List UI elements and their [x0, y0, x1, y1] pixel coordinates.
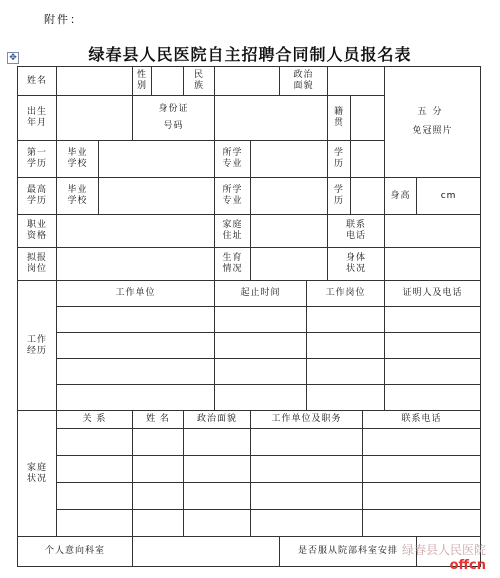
cell-period[interactable]	[215, 307, 307, 333]
cell-relation[interactable]	[57, 483, 133, 510]
label-qualification: 职业 资格	[18, 215, 57, 248]
field-degree-1[interactable]	[351, 141, 385, 178]
cell-relation[interactable]	[57, 456, 133, 483]
table-row	[18, 483, 481, 510]
cell-reference[interactable]	[385, 333, 481, 359]
header-relation: 关 系	[57, 411, 133, 429]
cell-member-work[interactable]	[251, 429, 363, 456]
cell-member-political[interactable]	[184, 483, 251, 510]
label-degree-1: 学 历	[328, 141, 351, 178]
registration-form-table	[17, 66, 481, 567]
label-id-card: 身份证 号码	[133, 96, 215, 141]
field-qualification[interactable]	[57, 215, 215, 248]
label-political: 政治 面貌	[280, 67, 328, 96]
header-position: 工作岗位	[307, 281, 385, 307]
cell-position[interactable]	[307, 385, 385, 411]
cell-member-phone[interactable]	[363, 456, 481, 483]
field-contact-phone[interactable]	[385, 215, 481, 248]
cell-position[interactable]	[307, 359, 385, 385]
cell-member-name[interactable]	[133, 456, 184, 483]
header-member-work: 工作单位及职务	[251, 411, 363, 429]
label-highest-degree: 最高 学历	[18, 178, 57, 215]
cell-member-phone[interactable]	[363, 483, 481, 510]
label-intended-post: 拟报 岗位	[18, 248, 57, 281]
label-graduate-school-1: 毕业 学校	[57, 141, 99, 178]
field-name[interactable]	[57, 67, 133, 96]
watermark	[402, 541, 486, 573]
label-graduate-school-2: 毕业 学校	[57, 178, 99, 215]
cell-period[interactable]	[215, 333, 307, 359]
header-member-name: 姓 名	[133, 411, 184, 429]
header-work-unit: 工作单位	[57, 281, 215, 307]
cell-relation[interactable]	[57, 510, 133, 537]
cell-work-unit[interactable]	[57, 333, 215, 359]
label-name: 姓名	[18, 67, 57, 96]
table-row	[18, 429, 481, 456]
field-id-card[interactable]	[215, 96, 328, 141]
cell-reference[interactable]	[385, 307, 481, 333]
photo-size-label: 五分	[417, 107, 448, 117]
attachment-label: 附件：	[44, 13, 83, 26]
field-birth[interactable]	[57, 96, 133, 141]
cell-member-name[interactable]	[133, 510, 184, 537]
cell-relation[interactable]	[57, 429, 133, 456]
cell-member-political[interactable]	[184, 429, 251, 456]
label-first-degree: 第一 学历	[18, 141, 57, 178]
table-row	[18, 456, 481, 483]
label-native-place: 籍 贯	[328, 96, 351, 141]
form-title: 绿春县人民医院自主招聘合同制人员报名表	[88, 45, 412, 64]
field-dept-intent[interactable]	[133, 537, 280, 567]
photo-box[interactable]	[385, 67, 481, 178]
label-fertility: 生育 情况	[215, 248, 251, 281]
label-major-1: 所学 专业	[215, 141, 251, 178]
cell-work-unit[interactable]	[57, 307, 215, 333]
header-member-political: 政治面貌	[184, 411, 251, 429]
cell-member-work[interactable]	[251, 483, 363, 510]
field-gender[interactable]	[152, 67, 184, 96]
field-major-2[interactable]	[251, 178, 328, 215]
cell-period[interactable]	[215, 385, 307, 411]
cell-member-phone[interactable]	[363, 510, 481, 537]
cell-reference[interactable]	[385, 359, 481, 385]
label-accept-assignment: 是否服从院部科室安排	[280, 537, 417, 567]
field-degree-2[interactable]	[351, 178, 385, 215]
header-reference: 证明人及电话	[385, 281, 481, 307]
label-gender: 性 别	[133, 67, 152, 96]
table-row	[18, 510, 481, 537]
field-ethnicity[interactable]	[215, 67, 280, 96]
table-row	[18, 359, 481, 385]
field-intended-post[interactable]	[57, 248, 215, 281]
field-political[interactable]	[328, 67, 385, 96]
cell-member-work[interactable]	[251, 456, 363, 483]
table-move-handle-icon[interactable]: ✥	[7, 52, 19, 64]
field-health[interactable]	[385, 248, 481, 281]
label-home-address: 家庭 住址	[215, 215, 251, 248]
label-dept-intent: 个人意向科室	[18, 537, 133, 567]
table-row	[18, 385, 481, 411]
cell-position[interactable]	[307, 307, 385, 333]
header-period: 起止时间	[215, 281, 307, 307]
cell-member-name[interactable]	[133, 483, 184, 510]
field-graduate-school-2[interactable]	[99, 178, 215, 215]
label-health: 身体 状况	[328, 248, 385, 281]
photo-desc-label: 免冠照片	[412, 126, 453, 136]
cell-member-phone[interactable]	[363, 429, 481, 456]
cell-work-unit[interactable]	[57, 385, 215, 411]
label-degree-2: 学 历	[328, 178, 351, 215]
cell-member-political[interactable]	[184, 456, 251, 483]
cell-work-unit[interactable]	[57, 359, 215, 385]
field-major-1[interactable]	[251, 141, 328, 178]
field-height-unit[interactable]: cm	[417, 178, 481, 215]
cell-position[interactable]	[307, 333, 385, 359]
field-graduate-school-1[interactable]	[99, 141, 215, 178]
field-native-place[interactable]	[351, 96, 385, 141]
label-major-2: 所学 专业	[215, 178, 251, 215]
cell-member-name[interactable]	[133, 429, 184, 456]
table-row	[18, 333, 481, 359]
label-birth: 出生 年月	[18, 96, 57, 141]
cell-reference[interactable]	[385, 385, 481, 411]
cell-period[interactable]	[215, 359, 307, 385]
cell-member-political[interactable]	[184, 510, 251, 537]
watermark-brand: offcn	[449, 558, 486, 573]
label-ethnicity: 民 族	[184, 67, 215, 96]
header-member-phone: 联系电话	[363, 411, 481, 429]
field-fertility[interactable]	[251, 248, 328, 281]
table-row	[18, 307, 481, 333]
label-contact-phone: 联系 电话	[328, 215, 385, 248]
label-work-history: 工作 经历	[18, 281, 57, 411]
label-family: 家庭 状况	[18, 411, 57, 537]
label-height: 身高	[385, 178, 417, 215]
watermark-text: 绿春县人民医院	[401, 543, 486, 557]
field-home-address[interactable]	[251, 215, 328, 248]
cell-member-work[interactable]	[251, 510, 363, 537]
